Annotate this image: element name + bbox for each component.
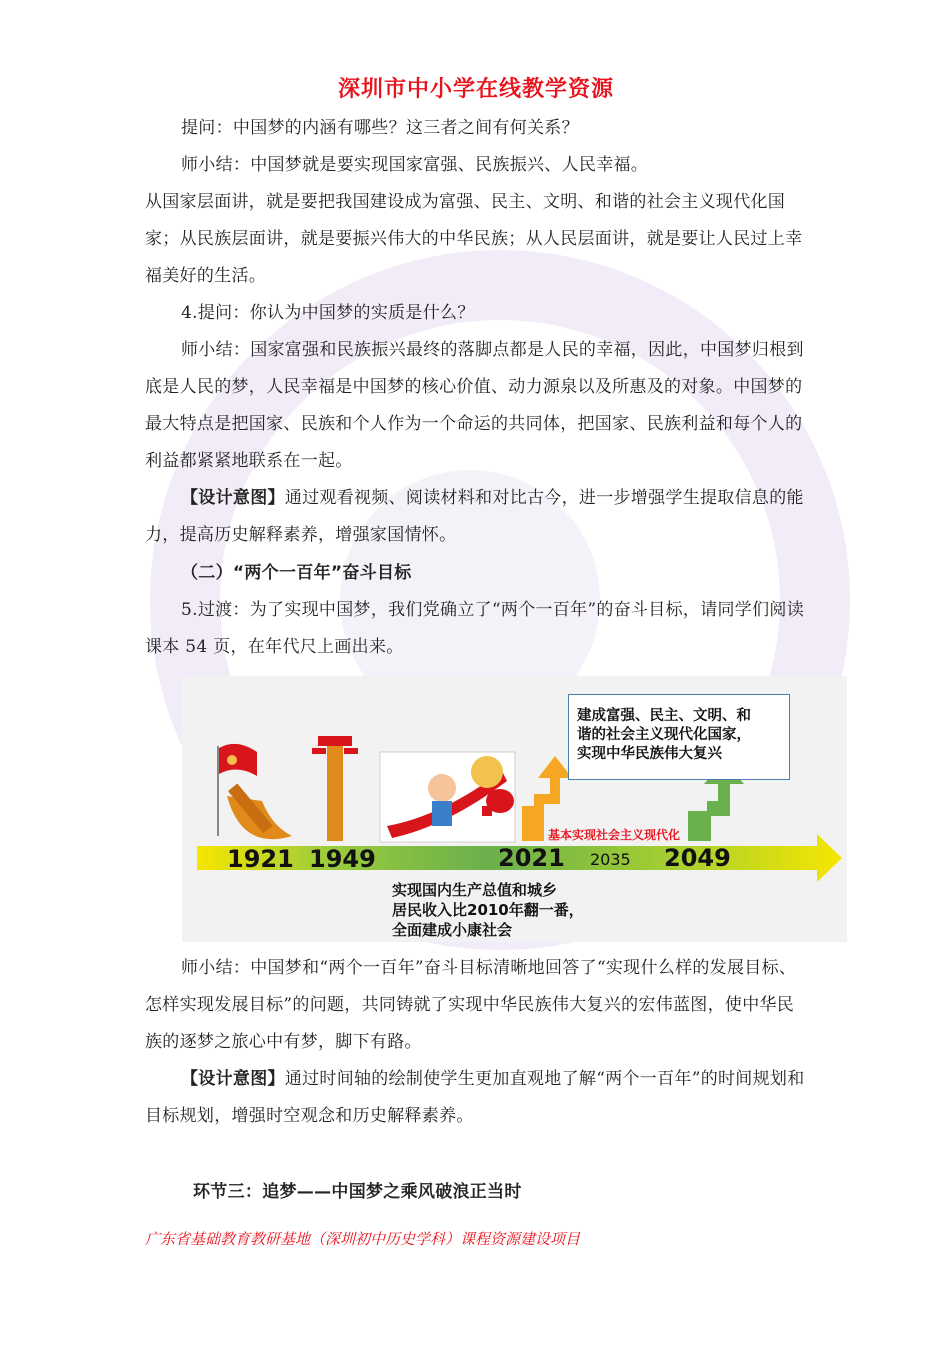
goal-2021-text: [392, 880, 584, 940]
paragraph-summary-1: 师小结：中国梦就是要实现国家富强、民族振兴、人民幸福。: [181, 155, 649, 175]
label-2035-goal: 基本实现社会主义现代化: [548, 828, 681, 842]
goal-2049-box: [568, 694, 790, 780]
paragraph-transition-5: 5.过渡：为了实现中国梦，我们党确立了“两个一百年”的奋斗目标，请同学们阅读课本 54 页，在年代尺上画出来。: [145, 600, 804, 657]
goal-2021-line-3: 全面建成小康社会: [392, 921, 513, 939]
paragraph-levels: 从国家层面讲，就是要把我国建设成为富强、民主、文明、和谐的社会主义现代化国家；从民族层面讲，就是要振兴伟大的中华民族；从人民层面讲，就是要让人民过上幸福美好的生活。: [145, 192, 803, 286]
goal-2021-line-2: 居民收入比2010年翻一番，: [392, 901, 584, 919]
party-emblem-icon: [217, 744, 292, 839]
huabiao-pillar-icon: [312, 736, 358, 841]
year-2049: 2049: [664, 844, 731, 872]
year-1921: 1921: [227, 845, 294, 873]
design-intent-text-2: 通过时间轴的绘制使学生更加直观地了解“两个一百年”的时间规划和目标规划，增强时空观念和历史解释素养。: [145, 1069, 805, 1126]
year-2035: 2035: [590, 850, 631, 869]
year-1949: 1949: [309, 845, 376, 873]
page-footer: 广东省基础教育教研基地（深圳初中历史学科）课程资源建设项目: [145, 1230, 581, 1248]
design-intent-text: 通过观看视频、阅读材料和对比古今，进一步增强学生提取信息的能力，提高历史解释素养，增强家国情怀。: [145, 488, 804, 545]
section-heading-stage-three: 环节三：追梦——中国梦之乘风破浪正当时: [193, 1182, 522, 1202]
goal-line-3: 实现中华民族伟大复兴: [577, 746, 722, 762]
year-2021: 2021: [498, 844, 565, 872]
paragraph-summary-3: 师小结：中国梦和“两个一百年”奋斗目标清晰地回答了“实现什么样的发展目标、怎样实现发展目标”的问题，共同铸就了实现中华民族伟大复兴的宏伟蓝图，使中华民族的逐梦之旅心中有梦，脚下有路。: [145, 958, 797, 1052]
timeline-figure: [182, 676, 847, 942]
section-heading-two-centenary: （二）“两个一百年”奋斗目标: [181, 563, 412, 583]
xiaokang-cartoon-image: [380, 752, 515, 842]
paragraph-summary-2: 师小结：国家富强和民族振兴最终的落脚点都是人民的幸福，因此，中国梦归根到底是人民的梦，人民幸福是中国梦的核心价值、动力源泉以及所惠及的对象。中国梦的最大特点是把国家、民族和个人作为一个命运的共同体，把国家、民族利益和每个人的利益都紧紧地联系在一起。: [145, 340, 804, 471]
goal-line-2: 谐的社会主义现代化国家，: [577, 727, 751, 743]
design-intent-label: 【设计意图】: [181, 488, 285, 508]
paragraph-design-intent-1: [145, 480, 810, 554]
paragraph-design-intent-2: [145, 1061, 810, 1135]
design-intent-label-2: 【设计意图】: [181, 1069, 285, 1089]
paragraph-question-1: 提问：中国梦的内涵有哪些？这三者之间有何关系？: [181, 118, 579, 138]
page-header-title: 深圳市中小学在线教学资源: [337, 77, 614, 102]
goal-2021-line-1: 实现国内生产总值和城乡: [392, 881, 558, 899]
goal-line-1: 建成富强、民主、文明、和: [577, 708, 751, 724]
paragraph-question-4: 4.提问：你认为中国梦的实质是什么？: [181, 303, 475, 323]
